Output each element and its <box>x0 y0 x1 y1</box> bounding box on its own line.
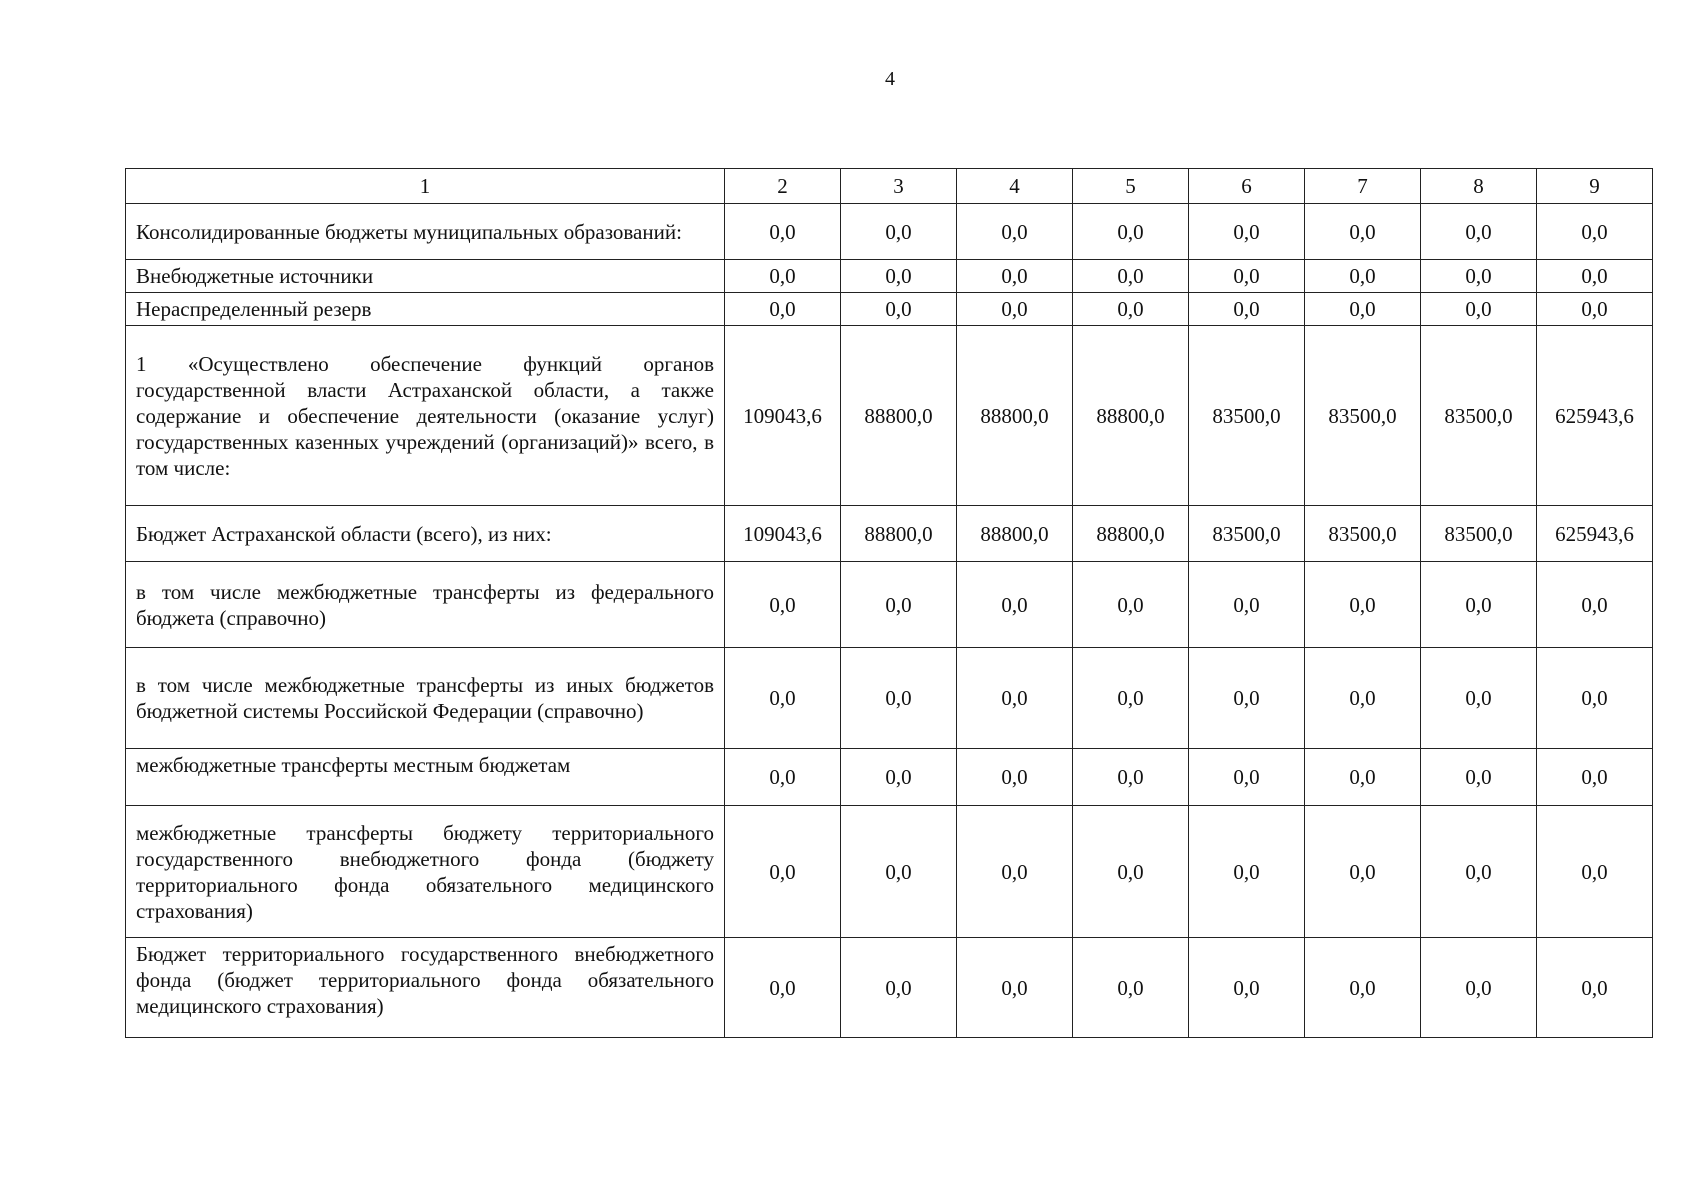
table-cell: 0,0 <box>957 938 1073 1038</box>
table-cell: 88800,0 <box>841 506 957 562</box>
table-cell: 0,0 <box>1305 806 1421 938</box>
table-cell: 0,0 <box>1421 562 1537 648</box>
table-row <box>126 260 1653 293</box>
column-header: 3 <box>841 169 957 204</box>
table-cell: 0,0 <box>841 806 957 938</box>
row-label: Консолидированные бюджеты муниципальных образований: <box>126 204 725 260</box>
table-cell: 0,0 <box>1305 648 1421 749</box>
table-cell: 0,0 <box>841 562 957 648</box>
table-cell: 0,0 <box>1073 806 1189 938</box>
table-cell: 0,0 <box>957 260 1073 293</box>
table-cell: 0,0 <box>1073 648 1189 749</box>
table-cell: 0,0 <box>1073 293 1189 326</box>
table-cell: 0,0 <box>1537 938 1653 1038</box>
column-header: 7 <box>1305 169 1421 204</box>
row-label: Бюджет территориального государственного внебюджетного фонда (бюджет территориального фонда обязательного медицинского страхования) <box>126 938 725 1038</box>
column-header: 9 <box>1537 169 1653 204</box>
table-cell: 0,0 <box>725 562 841 648</box>
column-header: 8 <box>1421 169 1537 204</box>
table-cell: 0,0 <box>1073 938 1189 1038</box>
table-row <box>126 806 1653 938</box>
table-cell: 0,0 <box>841 749 957 806</box>
table-cell: 0,0 <box>1305 260 1421 293</box>
row-label: межбюджетные трансферты бюджету территориального государственного внебюджетного фонда (бюджету территориального фонда обязательного медицинского страхования) <box>126 806 725 938</box>
table-cell: 88800,0 <box>841 326 957 506</box>
table-cell: 0,0 <box>841 293 957 326</box>
table-cell: 0,0 <box>1421 938 1537 1038</box>
table-cell: 0,0 <box>957 204 1073 260</box>
table-cell: 0,0 <box>1189 293 1305 326</box>
table-cell: 0,0 <box>725 260 841 293</box>
table-cell: 0,0 <box>1421 749 1537 806</box>
table-cell: 0,0 <box>1537 293 1653 326</box>
row-label: Нераспределенный резерв <box>126 293 725 326</box>
column-header: 4 <box>957 169 1073 204</box>
table-cell: 0,0 <box>957 749 1073 806</box>
table-cell: 625943,6 <box>1537 506 1653 562</box>
table-cell: 83500,0 <box>1305 326 1421 506</box>
table-cell: 0,0 <box>725 749 841 806</box>
table-cell: 0,0 <box>1421 260 1537 293</box>
column-header: 2 <box>725 169 841 204</box>
table-cell: 0,0 <box>1421 806 1537 938</box>
table-cell: 0,0 <box>957 562 1073 648</box>
table-cell: 0,0 <box>725 204 841 260</box>
budget-table <box>125 168 1653 1038</box>
table-cell: 0,0 <box>957 648 1073 749</box>
table-cell: 0,0 <box>1189 648 1305 749</box>
table-cell: 88800,0 <box>957 506 1073 562</box>
table-cell: 0,0 <box>1189 204 1305 260</box>
table-cell: 0,0 <box>725 938 841 1038</box>
table-cell: 0,0 <box>957 293 1073 326</box>
table-cell: 0,0 <box>1421 293 1537 326</box>
table-cell: 0,0 <box>725 293 841 326</box>
table-cell: 0,0 <box>725 806 841 938</box>
table-cell: 625943,6 <box>1537 326 1653 506</box>
table-cell: 0,0 <box>1537 806 1653 938</box>
row-label: межбюджетные трансферты местным бюджетам <box>126 749 725 806</box>
table-cell: 0,0 <box>1305 749 1421 806</box>
table-cell: 0,0 <box>841 260 957 293</box>
table-cell: 0,0 <box>1189 260 1305 293</box>
table-cell: 83500,0 <box>1305 506 1421 562</box>
table-cell: 0,0 <box>1073 204 1189 260</box>
table-cell: 0,0 <box>1421 204 1537 260</box>
table-cell: 0,0 <box>1189 806 1305 938</box>
table-cell: 83500,0 <box>1189 506 1305 562</box>
table-header-row <box>126 169 1653 204</box>
table-cell: 0,0 <box>841 938 957 1038</box>
table-cell: 0,0 <box>1189 562 1305 648</box>
table-cell: 83500,0 <box>1421 326 1537 506</box>
table-row <box>126 648 1653 749</box>
table-cell: 109043,6 <box>725 506 841 562</box>
column-header: 6 <box>1189 169 1305 204</box>
table-cell: 83500,0 <box>1189 326 1305 506</box>
table-cell: 0,0 <box>1537 204 1653 260</box>
row-label: Внебюджетные источники <box>126 260 725 293</box>
table-row <box>126 749 1653 806</box>
row-label: 1 «Осуществлено обеспечение функций органов государственной власти Астраханской области, а также содержание и обеспечение деятельности (оказание услуг) государственных казенных учреждений (организаций)» всего, в том числе: <box>126 326 725 506</box>
table-cell: 0,0 <box>1073 562 1189 648</box>
table-cell: 0,0 <box>1073 260 1189 293</box>
table-cell: 0,0 <box>1537 260 1653 293</box>
table-cell: 0,0 <box>1305 204 1421 260</box>
table-cell: 0,0 <box>1189 749 1305 806</box>
table-cell: 88800,0 <box>957 326 1073 506</box>
table-row <box>126 293 1653 326</box>
table-cell: 0,0 <box>1421 648 1537 749</box>
table-row <box>126 204 1653 260</box>
table-cell: 0,0 <box>1073 749 1189 806</box>
table-row <box>126 938 1653 1038</box>
table-cell: 83500,0 <box>1421 506 1537 562</box>
table-cell: 0,0 <box>841 204 957 260</box>
table-cell: 0,0 <box>1305 562 1421 648</box>
table-cell: 0,0 <box>957 806 1073 938</box>
row-label: Бюджет Астраханской области (всего), из них: <box>126 506 725 562</box>
table-row <box>126 506 1653 562</box>
table-cell: 0,0 <box>1189 938 1305 1038</box>
table-cell: 109043,6 <box>725 326 841 506</box>
row-label: в том числе межбюджетные трансферты из иных бюджетов бюджетной системы Российской Федерации (справочно) <box>126 648 725 749</box>
table-row <box>126 326 1653 506</box>
row-label: в том числе межбюджетные трансферты из федерального бюджета (справочно) <box>126 562 725 648</box>
page-number: 4 <box>885 68 895 90</box>
table-cell: 0,0 <box>1537 562 1653 648</box>
column-header: 1 <box>126 169 725 204</box>
table-cell: 0,0 <box>1305 293 1421 326</box>
table-cell: 0,0 <box>1537 648 1653 749</box>
table-cell: 0,0 <box>841 648 957 749</box>
table-cell: 0,0 <box>1537 749 1653 806</box>
column-header: 5 <box>1073 169 1189 204</box>
table-cell: 88800,0 <box>1073 506 1189 562</box>
table-row <box>126 562 1653 648</box>
table-cell: 88800,0 <box>1073 326 1189 506</box>
table-cell: 0,0 <box>1305 938 1421 1038</box>
table-cell: 0,0 <box>725 648 841 749</box>
